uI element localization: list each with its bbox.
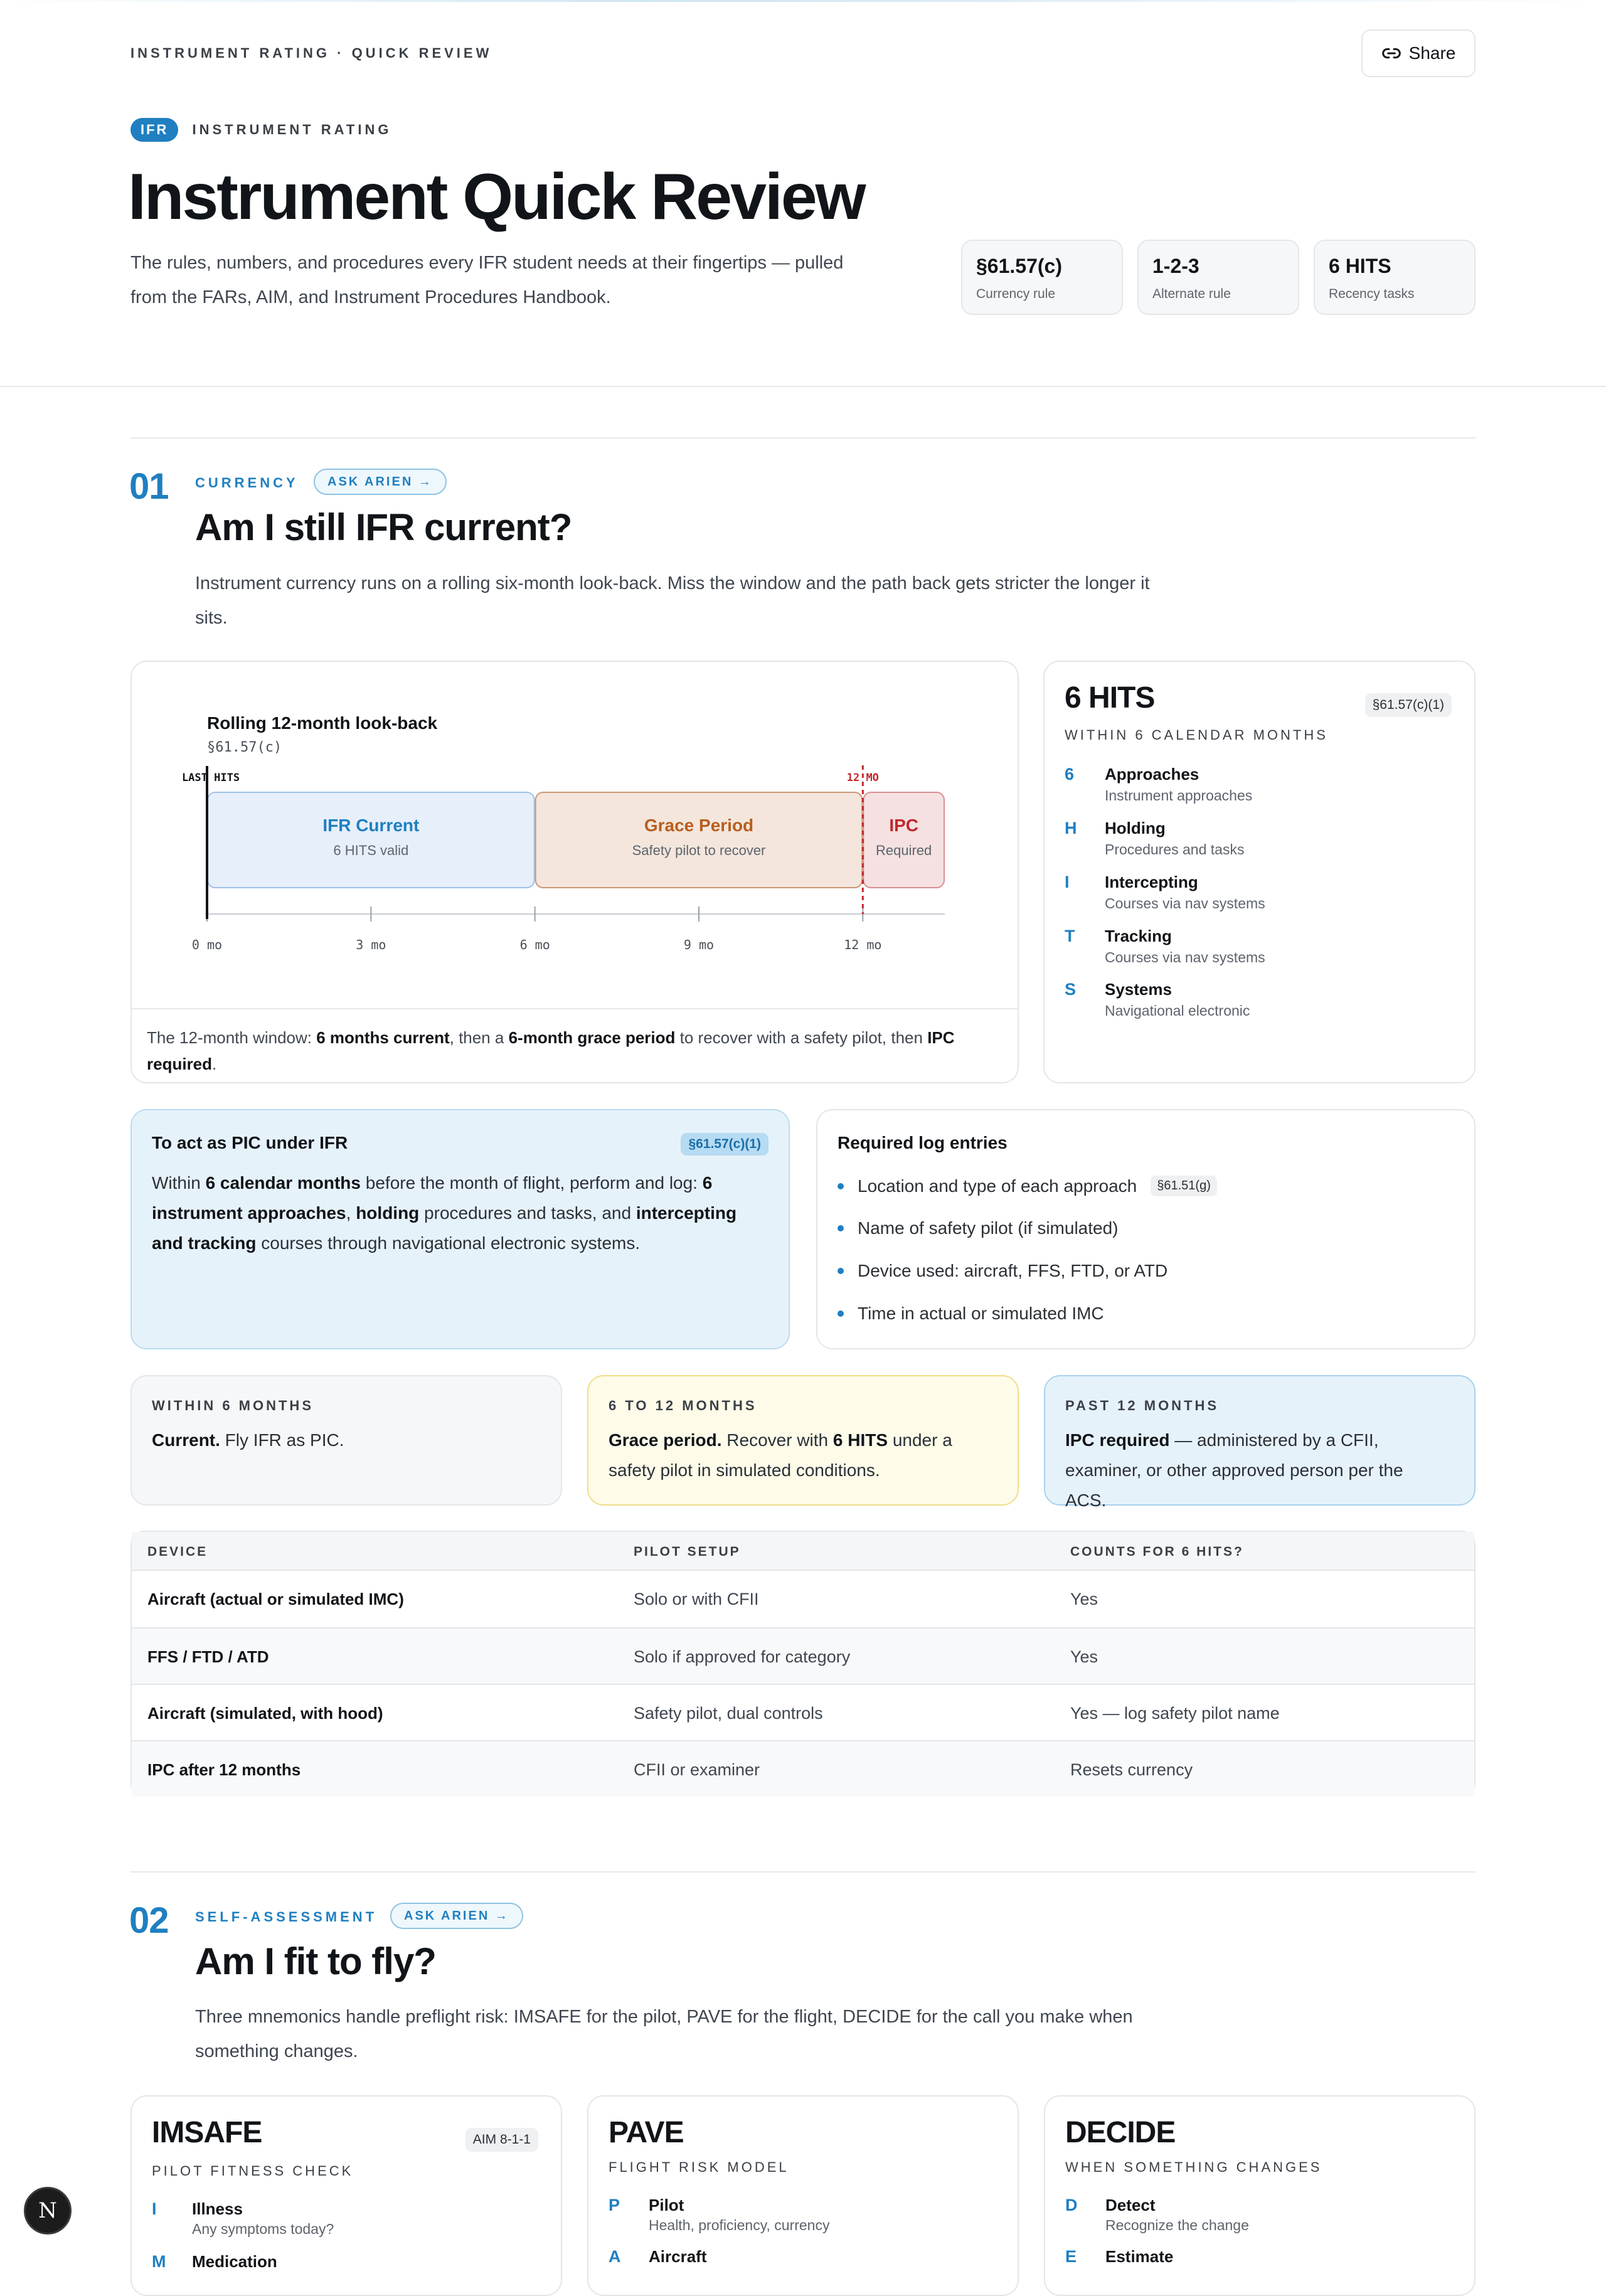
segment-detail: 6 HITS valid [333,842,409,858]
stat-label: Recency tasks [1329,287,1415,301]
column-header: PILOT SETUP [634,1544,741,1559]
table-row: IPC after 12 months CFII or examiner Resets currency [132,1740,1474,1797]
stat-label: Alternate rule [1152,287,1231,301]
section-kicker: CURRENCY [195,475,299,491]
section-rule [130,437,1476,438]
bullet-icon [838,1268,844,1274]
timeline-segment-1 [536,792,863,888]
table-row: FFS / FTD / ATD Solo if approved for category Yes [132,1627,1474,1684]
pic-requirement-card [130,1109,790,1349]
marker-label: LAST HITS [181,772,240,784]
share-button[interactable] [1361,29,1476,77]
pave-card: PAVE FLIGHT RISK MODEL P Pilot Health, proficiency, currency A Aircraft [587,2095,1019,2296]
stat-card-currency [961,240,1123,315]
table-row: Aircraft (simulated, with hood) Safety pilot, dual controls Yes — log safety pilot name [132,1684,1474,1740]
chart-title: Rolling 12-month look-back [207,713,438,733]
status-card-current [130,1375,562,1506]
imsafe-card: IMSAFE AIM 8-1-1 PILOT FITNESS CHECK I Illness Any symptoms today? M Medication [130,2095,562,2296]
tick-label: 0 mo [191,937,223,952]
device-table [130,1531,1476,1797]
card-title: DECIDE [1065,2116,1176,2149]
link-icon [1381,43,1401,63]
ask-arien-button[interactable]: ASK ARIEN → [314,469,447,495]
column-header: DEVICE [147,1544,208,1559]
section-rule [130,1871,1476,1873]
pic-requirement-text: Within 6 calendar months before the month of flight, perform and log: 6 instrument approaches, holding procedures and tasks, and intercepting and tracking courses through navigational electronic systems. [152,1173,737,1253]
section-title: Am I fit to fly? [195,1940,436,1982]
reg-ref-badge: §61.57(c)(1) [1365,693,1452,717]
timeline-segment-0 [208,792,534,888]
section-kicker: SELF-ASSESSMENT [195,1909,378,1925]
card-title: PAVE [609,2116,684,2149]
segment-label: IFR Current [322,816,420,835]
decide-card: DECIDE WHEN SOMETHING CHANGES D Detect Recognize the change E Estimate [1044,2095,1476,2296]
card-subtitle: PILOT FITNESS CHECK [152,2163,354,2179]
card-title: Required log entries [838,1133,1008,1152]
list-item: Device used: aircraft, FFS, FTD, or ATD [838,1261,1167,1281]
hits-title: 6 HITS [1065,681,1155,715]
segment-label: IPC [889,816,919,835]
currency-timeline-card [130,661,1019,1083]
six-hits-card: 6 HITS §61.57(c)(1) WITHIN 6 CALENDAR MONTHS 6 Approaches Instrument approaches H Holding Procedures and tasks I Intercepting Courses via nav systems T Tracking Courses via nav systems S Systems Navigational electronic [1043,661,1476,1083]
status-card-grace [587,1375,1019,1506]
log-entries-card [816,1109,1476,1349]
breadcrumb: INSTRUMENT RATING · QUICK REVIEW [130,45,492,61]
section-number: 01 [129,466,169,507]
section-title: Am I still IFR current? [195,506,572,548]
section-number: 02 [129,1900,169,1941]
stat-card-recency [1314,240,1476,315]
status-card-ipc [1044,1375,1476,1510]
card-subtitle: FLIGHT RISK MODEL [609,2159,789,2175]
section-intro: Three mnemonics handle preflight risk: IMSAFE for the pilot, PAVE for the flight, DECIDE for the call you make when something changes. [195,2007,1133,2061]
share-label: Share [1408,43,1456,63]
hits-subtitle: WITHIN 6 CALENDAR MONTHS [1065,727,1328,743]
reg-ref-badge: AIM 8-1-1 [465,2128,538,2152]
bullet-icon [838,1310,844,1317]
section-intro: Instrument currency runs on a rolling six-month look-back. Miss the window and the path back gets stricter the longer it sits. [195,573,1150,628]
status-text: Current. Fly IFR as PIC. [152,1430,344,1450]
stat-value: 6 HITS [1329,255,1391,277]
category-label: INSTRUMENT RATING [192,122,392,137]
chart-subtitle: §61.57(c) [207,740,282,755]
list-item: Name of safety pilot (if simulated) [838,1218,1119,1238]
ifr-pill: IFR [130,118,178,142]
card-title: IMSAFE [152,2116,262,2149]
stat-value: 1-2-3 [1152,255,1199,277]
card-title: To act as PIC under IFR [152,1133,348,1152]
top-accent-line [0,0,1606,2]
stat-card-alternate [1137,240,1299,315]
table-row: Aircraft (actual or simulated IMC) Solo or with CFII Yes [147,1590,1098,1608]
page-subtitle: The rules, numbers, and procedures every IFR student needs at their fingertips — pulled from the FARs, AIM, and Instrument Procedures Handbook. [130,253,844,307]
tick-label: 12 mo [844,937,882,952]
status-text: Grace period. Recover with 6 HITS under a safety pilot in simulated conditions. [609,1430,952,1480]
segment-detail: Safety pilot to recover [632,842,766,858]
bullet-icon [838,1183,844,1189]
column-header: COUNTS FOR 6 HITS? [1070,1544,1244,1559]
timeline-segment-2 [863,792,944,888]
tick-label: 6 mo [519,937,550,952]
segment-label: Grace Period [644,816,754,835]
timeline-caption: The 12-month window: 6 months current, then a 6-month grace period to recover with a safety pilot, then IPC required. [132,1008,1018,1092]
bullet-icon [838,1225,844,1231]
status-kicker: WITHIN 6 MONTHS [152,1398,314,1413]
card-subtitle: WHEN SOMETHING CHANGES [1065,2159,1322,2175]
ask-arien-button[interactable]: ASK ARIEN → [390,1903,523,1929]
reg-ref-badge: §61.51(g) [1151,1176,1217,1196]
tick-label: 9 mo [683,937,715,952]
segment-detail: Required [876,842,932,858]
header-divider [0,386,1606,387]
list-item: Location and type of each approach §61.51(g) [838,1176,1217,1196]
stat-label: Currency rule [976,287,1056,301]
status-text: IPC required — administered by a CFII, examiner, or other approved person per the ACS. [1065,1430,1403,1510]
assistant-fab-button[interactable]: N [24,2187,72,2235]
status-kicker: PAST 12 MONTHS [1065,1398,1220,1413]
status-kicker: 6 TO 12 MONTHS [609,1398,757,1413]
tick-label: 3 mo [356,937,386,952]
reg-ref-badge: §61.57(c)(1) [681,1133,768,1156]
currency-timeline-chart [132,662,1020,1008]
stat-value: §61.57(c) [976,255,1062,277]
page-title: Instrument Quick Review [128,161,864,233]
marker-label: 12 MO [846,772,879,784]
list-item: Time in actual or simulated IMC [838,1304,1104,1324]
table-header [132,1532,1474,1571]
category-tag-row [130,118,391,142]
